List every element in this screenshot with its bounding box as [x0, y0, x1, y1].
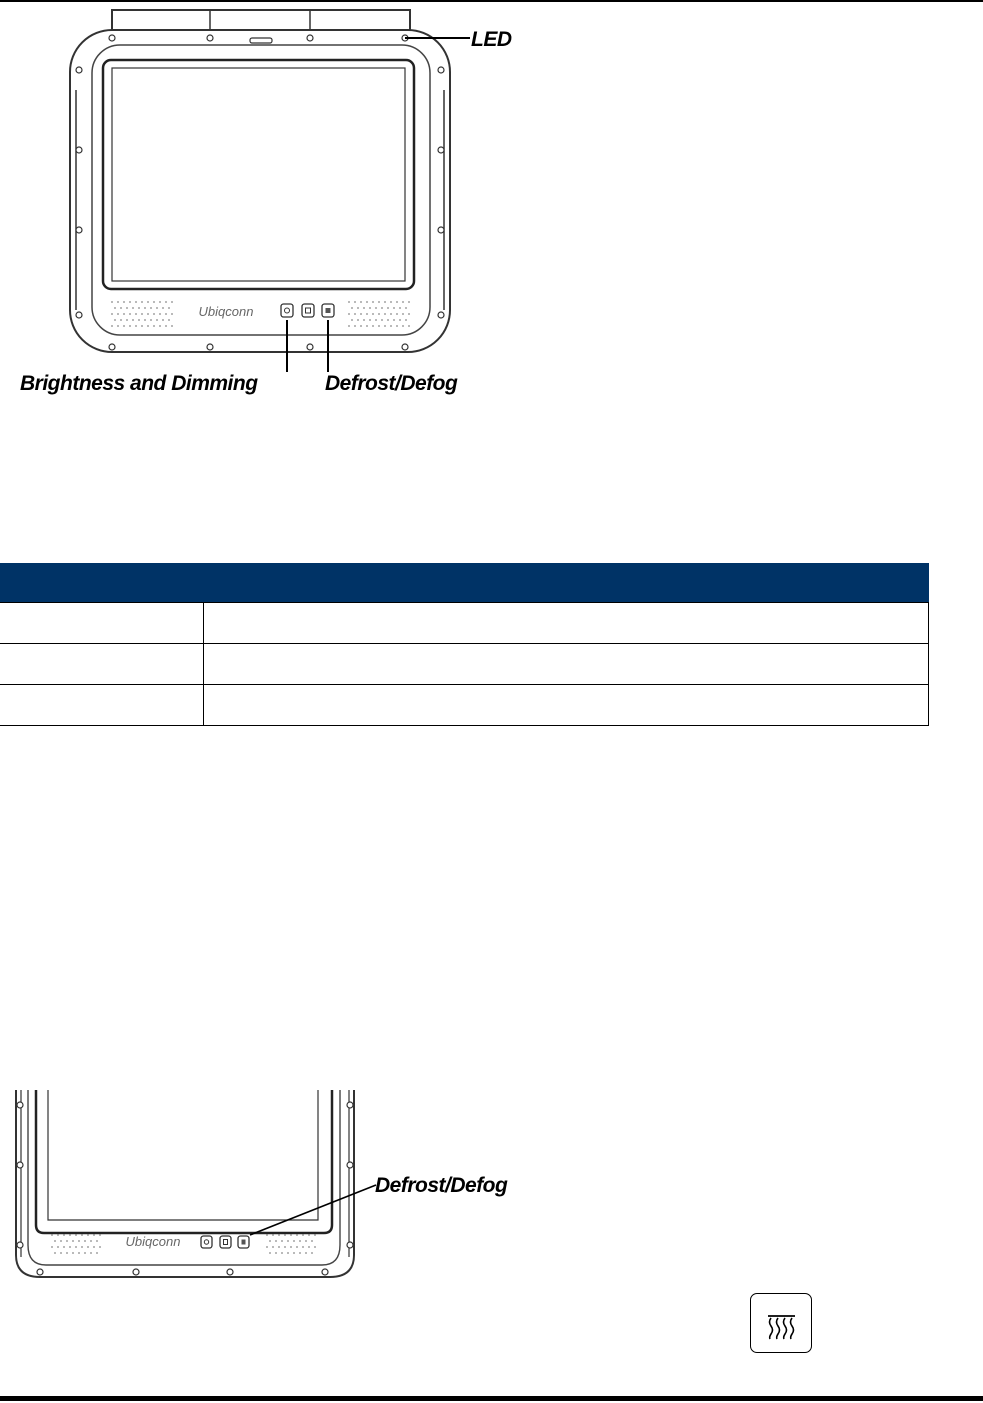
- table-cell: [204, 685, 929, 726]
- defrost-heater-icon: [751, 1294, 810, 1351]
- table-header-cell: [204, 563, 929, 603]
- defrost-callout: Defrost/Defog: [375, 1174, 508, 1197]
- table-row: [0, 685, 929, 726]
- table-cell: [0, 603, 204, 644]
- table-row: [0, 603, 929, 644]
- defrost-button-icon: [750, 1293, 812, 1353]
- brand-logo: Ubiqconn: [125, 1234, 181, 1249]
- device-bottom-figure: [0, 1085, 560, 1285]
- table-cell: [0, 685, 204, 726]
- brand-logo: Ubiqconn: [198, 304, 254, 319]
- spec-table: [0, 563, 929, 726]
- table-cell: [204, 603, 929, 644]
- defrost-callout: Defrost/Defog: [325, 372, 458, 395]
- table-row: [0, 644, 929, 685]
- brightness-callout: Brightness and Dimming: [20, 372, 258, 395]
- table-header-cell: [0, 563, 204, 603]
- table-cell: [0, 644, 204, 685]
- table-cell: [204, 644, 929, 685]
- device-front-figure: [0, 0, 560, 410]
- led-callout: LED: [471, 28, 512, 51]
- bottom-rule: [0, 1396, 983, 1401]
- device-front-illustration: [0, 0, 560, 410]
- table-header-row: [0, 563, 929, 603]
